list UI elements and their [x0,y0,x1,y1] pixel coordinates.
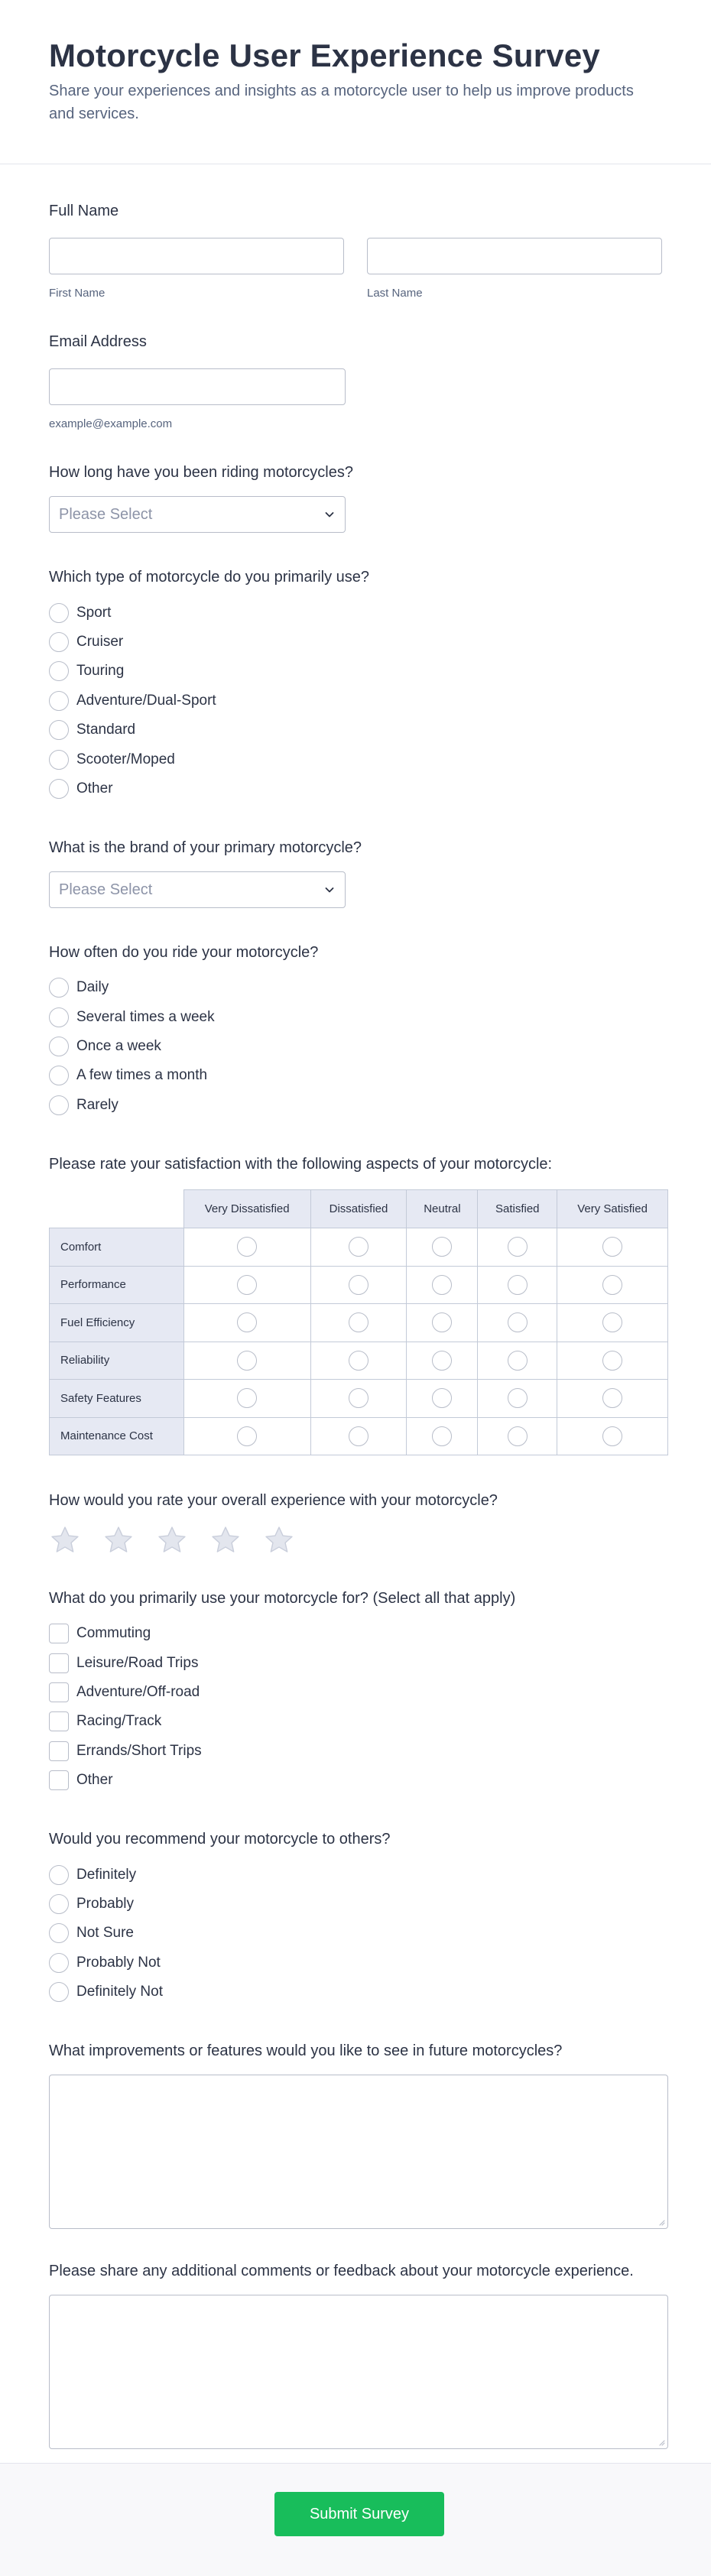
matrix-column-header: Neutral [407,1190,478,1228]
radio-option[interactable] [49,1890,662,1919]
riding-duration-select[interactable] [49,496,346,533]
brand-placeholder: Please Select [59,881,153,898]
brand-label: What is the brand of your primary motorcycle? [49,839,362,857]
radio-button[interactable] [508,1237,528,1257]
radio-button[interactable] [602,1388,622,1408]
matrix-cell[interactable] [407,1342,478,1380]
matrix-cell[interactable] [557,1380,668,1418]
radio-button[interactable] [49,1066,69,1085]
radio-button[interactable] [432,1312,452,1332]
matrix-cell[interactable] [407,1228,478,1267]
radio-option-label: Definitely Not [76,1984,163,2000]
checkbox-option-label: Other [76,1772,113,1789]
radio-button[interactable] [432,1275,452,1295]
recommend-question [49,1829,662,2007]
matrix-cell[interactable] [183,1266,310,1304]
matrix-row-label: Maintenance Cost [50,1417,184,1455]
last-name-sublabel: Last Name [367,287,423,300]
matrix-row-label: Reliability [50,1342,184,1380]
matrix-row [50,1417,668,1455]
matrix-column-header: Very Dissatisfied [183,1190,310,1228]
matrix-column-header: Very Satisfied [557,1190,668,1228]
radio-button[interactable] [349,1351,368,1371]
radio-option[interactable] [49,1860,662,1889]
comments-question [49,2261,662,2449]
matrix-cell[interactable] [310,1304,407,1342]
radio-button[interactable] [49,1007,69,1027]
motorcycle-type-label: Which type of motorcycle do you primarily use? [49,569,370,586]
radio-option[interactable] [49,973,662,1002]
comments-label: Please share any additional comments or feedback about your motorcycle experience. [49,2263,634,2280]
star-icon[interactable] [102,1524,135,1556]
radio-button[interactable] [508,1275,528,1295]
radio-button[interactable] [602,1237,622,1257]
resize-handle-icon[interactable] [657,2218,665,2226]
radio-option-label: Probably Not [76,1954,161,1971]
checkbox-option[interactable] [49,1648,662,1677]
matrix-column-header: Satisfied [478,1190,557,1228]
matrix-cell[interactable] [183,1304,310,1342]
radio-button[interactable] [602,1351,622,1371]
radio-button[interactable] [349,1275,368,1295]
chevron-down-icon [323,508,336,521]
checkbox-option[interactable] [49,1737,662,1766]
radio-button[interactable] [508,1426,528,1446]
radio-option[interactable] [49,628,662,657]
matrix-cell[interactable] [478,1228,557,1267]
radio-button[interactable] [508,1351,528,1371]
matrix-cell[interactable] [310,1266,407,1304]
radio-option-label: Several times a week [76,1008,215,1025]
last-name-input[interactable] [367,238,662,274]
matrix-row [50,1304,668,1342]
matrix-row [50,1228,668,1267]
matrix-cell[interactable] [478,1417,557,1455]
radio-option-label: Rarely [76,1096,118,1113]
submit-button[interactable]: Submit Survey [274,2492,444,2536]
matrix-row-label: Comfort [50,1228,184,1267]
motorcycle-type-options [49,598,662,803]
radio-button[interactable] [602,1426,622,1446]
survey-form [0,201,711,2449]
radio-option-label: Sport [76,604,112,621]
checkbox-option[interactable] [49,1619,662,1648]
radio-option[interactable] [49,686,662,715]
matrix-row-label: Performance [50,1266,184,1304]
first-name-input[interactable] [49,238,344,274]
radio-option-label: Adventure/Dual-Sport [76,692,216,709]
matrix-row-label: Fuel Efficiency [50,1304,184,1342]
radio-button[interactable] [237,1275,257,1295]
matrix-header-row [50,1190,668,1228]
usage-question [49,1588,662,1795]
page-title: Motorcycle User Experience Survey [49,37,600,73]
last-name-col [367,238,662,300]
star-icon[interactable] [156,1524,188,1556]
improvements-label: What improvements or features would you like to see in future motorcycles? [49,2042,563,2060]
radio-option[interactable] [49,1919,662,1948]
full-name-label: Full Name [49,203,119,220]
radio-button[interactable] [49,661,69,681]
email-question [49,332,662,430]
radio-button[interactable] [49,632,69,652]
improvements-question [49,2041,662,2229]
radio-button[interactable] [49,750,69,770]
radio-option[interactable] [49,657,662,686]
radio-option-label: Daily [76,979,109,996]
usage-options [49,1619,662,1795]
ride-frequency-question [49,942,662,1120]
first-name-sublabel: First Name [49,287,106,300]
name-row [49,238,662,300]
radio-button[interactable] [49,978,69,998]
checkbox-option-label: Commuting [76,1625,151,1642]
radio-option[interactable] [49,1977,662,2007]
radio-button[interactable] [49,603,69,623]
radio-button[interactable] [49,691,69,711]
email-input[interactable] [49,368,346,405]
radio-option[interactable] [49,774,662,803]
motorcycle-type-question [49,567,662,803]
brand-select[interactable] [49,871,346,908]
satisfaction-question [49,1154,662,1455]
radio-button[interactable] [237,1312,257,1332]
radio-button[interactable] [237,1237,257,1257]
matrix-cell[interactable] [183,1380,310,1418]
matrix-cell[interactable] [557,1304,668,1342]
radio-button[interactable] [508,1388,528,1408]
radio-option-label: Other [76,780,113,796]
radio-option[interactable] [49,1948,662,1977]
matrix-row [50,1266,668,1304]
matrix-column-header: Dissatisfied [310,1190,407,1228]
radio-button[interactable] [49,1037,69,1056]
radio-button[interactable] [49,1095,69,1115]
recommend-options [49,1860,662,2007]
checkbox-option[interactable] [49,1707,662,1736]
radio-button[interactable] [432,1237,452,1257]
radio-option[interactable] [49,598,662,627]
checkbox[interactable] [49,1624,69,1643]
radio-button[interactable] [432,1426,452,1446]
matrix-cell[interactable] [183,1342,310,1380]
ride-frequency-options [49,973,662,1120]
radio-button[interactable] [49,1982,69,2002]
riding-duration-placeholder: Please Select [59,505,153,523]
checkbox-option-label: Leisure/Road Trips [76,1654,199,1671]
radio-button[interactable] [349,1426,368,1446]
form-header [0,0,711,164]
star-icon[interactable] [263,1524,295,1556]
matrix-cell[interactable] [407,1380,478,1418]
email-label: Email Address [49,333,147,351]
radio-button[interactable] [49,1894,69,1914]
star-icon[interactable] [49,1524,81,1556]
matrix-cell[interactable] [478,1342,557,1380]
radio-button[interactable] [602,1312,622,1332]
checkbox[interactable] [49,1682,69,1702]
checkbox[interactable] [49,1653,69,1673]
form-footer [0,2463,711,2576]
matrix-row-label: Safety Features [50,1380,184,1418]
matrix-cell[interactable] [407,1266,478,1304]
recommend-label: Would you recommend your motorcycle to others? [49,1831,391,1848]
checkbox-option[interactable] [49,1678,662,1707]
radio-button[interactable] [49,720,69,740]
usage-label: What do you primarily use your motorcycle for? (Select all that apply) [49,1590,516,1608]
chevron-down-icon [323,884,336,896]
brand-question [49,838,662,908]
satisfaction-label: Please rate your satisfaction with the following aspects of your motorcycle: [49,1156,553,1173]
matrix-row [50,1342,668,1380]
satisfaction-matrix [49,1189,668,1455]
radio-button[interactable] [349,1237,368,1257]
matrix-cell[interactable] [183,1417,310,1455]
radio-button[interactable] [49,1953,69,1973]
radio-option-label: A few times a month [76,1067,208,1084]
radio-button[interactable] [349,1388,368,1408]
matrix-row [50,1380,668,1418]
matrix-cell[interactable] [407,1417,478,1455]
radio-button[interactable] [349,1312,368,1332]
radio-button[interactable] [49,1865,69,1885]
radio-button[interactable] [49,779,69,799]
radio-option-label: Probably [76,1896,134,1912]
email-sublabel: example@example.com [49,417,173,431]
matrix-cell[interactable] [310,1342,407,1380]
matrix-cell[interactable] [478,1304,557,1342]
star-icon[interactable] [209,1524,242,1556]
radio-option[interactable] [49,1061,662,1090]
overall-rating-question [49,1491,662,1556]
comments-textarea[interactable] [49,2295,668,2449]
radio-button[interactable] [237,1351,257,1371]
radio-option[interactable] [49,715,662,745]
radio-option[interactable] [49,1032,662,1061]
matrix-cell[interactable] [557,1342,668,1380]
matrix-cell[interactable] [310,1380,407,1418]
matrix-corner [50,1190,184,1228]
matrix-cell[interactable] [310,1417,407,1455]
checkbox[interactable] [49,1741,69,1761]
matrix-cell[interactable] [557,1417,668,1455]
checkbox-option[interactable] [49,1766,662,1795]
checkbox-option-label: Adventure/Off-road [76,1684,200,1701]
radio-option-label: Cruiser [76,633,124,650]
matrix-cell[interactable] [557,1228,668,1267]
radio-option-label: Scooter/Moped [76,751,175,767]
checkbox-option-label: Errands/Short Trips [76,1742,202,1759]
radio-option-label: Once a week [76,1038,161,1055]
matrix-cell[interactable] [183,1228,310,1267]
radio-button[interactable] [237,1388,257,1408]
radio-option-label: Not Sure [76,1925,134,1942]
radio-option-label: Definitely [76,1866,137,1883]
radio-option[interactable] [49,1091,662,1120]
page-subtitle: Share your experiences and insights as a motorcycle user to help us improve products and services. [49,83,634,123]
first-name-col [49,238,344,300]
radio-button[interactable] [237,1426,257,1446]
matrix-cell[interactable] [310,1228,407,1267]
radio-button[interactable] [508,1312,528,1332]
radio-button[interactable] [432,1388,452,1408]
riding-duration-question [49,462,662,533]
radio-option[interactable] [49,745,662,774]
improvements-textarea[interactable] [49,2075,668,2229]
riding-duration-label: How long have you been riding motorcycles? [49,464,353,482]
resize-handle-icon[interactable] [657,2438,665,2446]
overall-rating-label: How would you rate your overall experience with your motorcycle? [49,1492,498,1510]
radio-button[interactable] [49,1923,69,1943]
star-rating [49,1524,662,1556]
radio-button[interactable] [602,1275,622,1295]
matrix-cell[interactable] [557,1266,668,1304]
ride-frequency-label: How often do you ride your motorcycle? [49,944,319,962]
full-name-question [49,201,662,300]
matrix-cell[interactable] [407,1304,478,1342]
checkbox[interactable] [49,1711,69,1731]
radio-option-label: Touring [76,663,125,680]
checkbox[interactable] [49,1770,69,1790]
matrix-cell[interactable] [478,1380,557,1418]
checkbox-option-label: Racing/Track [76,1713,162,1730]
radio-option-label: Standard [76,722,136,738]
radio-button[interactable] [432,1351,452,1371]
matrix-cell[interactable] [478,1266,557,1304]
radio-option[interactable] [49,1003,662,1032]
